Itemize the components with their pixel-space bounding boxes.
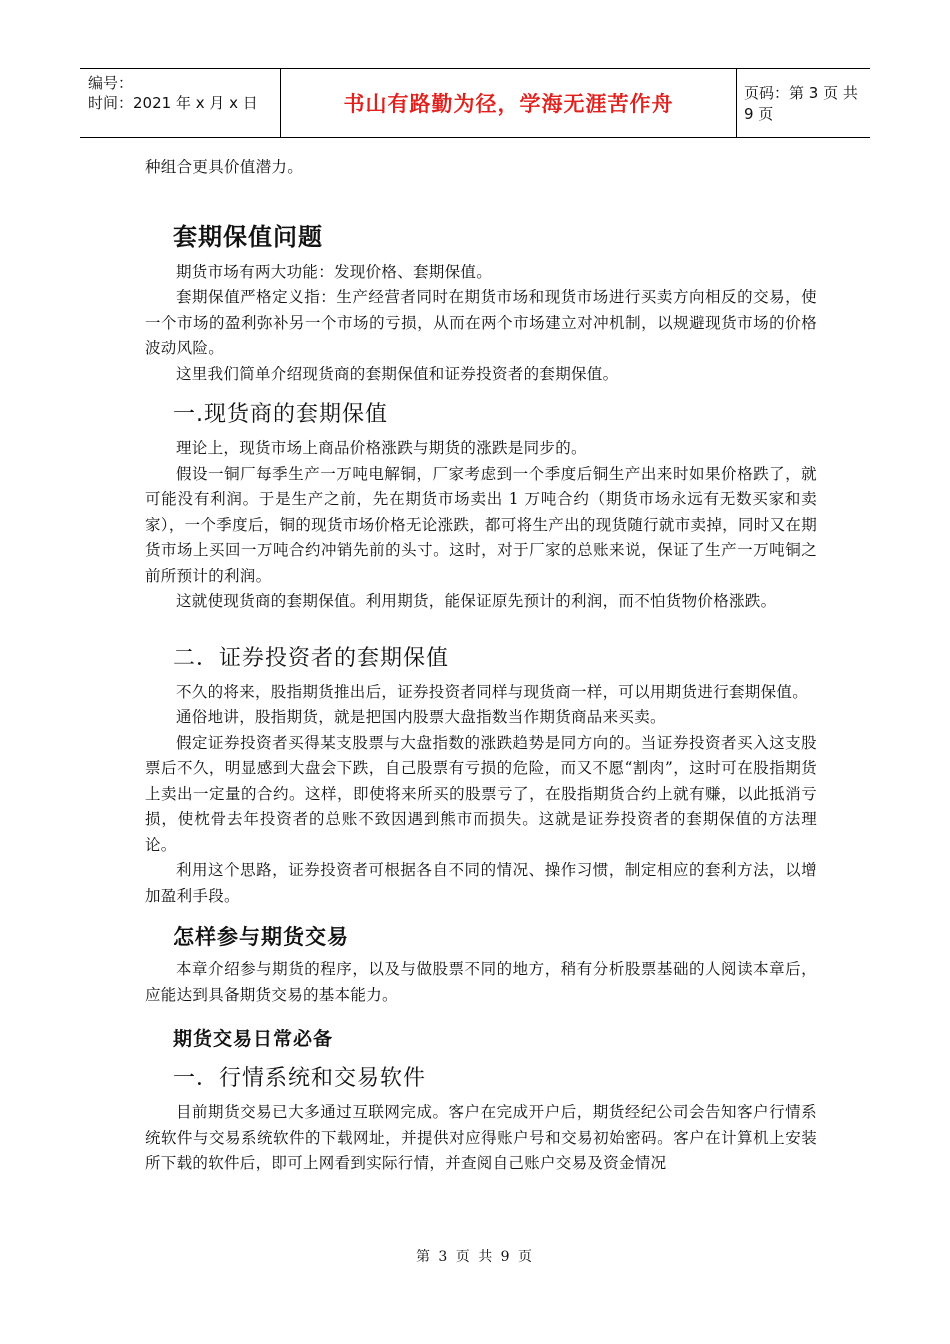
document-date: 时间：2021 年 x 月 x 日 <box>88 94 258 112</box>
header-page-number: 页码：第 3 页 共 9 页 <box>744 84 858 123</box>
section-heading-daily: 期货交易日常必备 <box>173 1028 334 1050</box>
header-info <box>88 73 258 113</box>
paragraph: 目前期货交易已大多通过互联网完成。客户在完成开户后，期货经纪公司会告知客户行情系统软件与交易系统软件的下载网址，并提供对应得账户号和交易初始密码。客户在计算机上安装所下载的软件后，即可上网看到实际行情，并查阅自己账户交易及资金情况 <box>145 1103 817 1172</box>
paragraph: 本章介绍参与期货的程序，以及与做股票不同的地方，稍有分析股票基础的人阅读本章后，应能达到具备期货交易的基本能力。 <box>145 960 817 1004</box>
paragraph: 理论上，现货市场上商品价格涨跌与期货的涨跌是同步的。 <box>176 439 587 457</box>
paragraph: 假定证券投资者买得某支股票与大盘指数的涨跌趋势是同方向的。当证券投资者买入这支股票后不久，明显感到大盘会下跌，自己股票有亏损的危险，而又不愿“割肉”，这时可在股指期货上卖出一定量的合约。这样，即使将来所买的股票亏了，在股指期货合约上就有赚，以此抵消亏损，使枕骨去年投资者的总账不致因遇到熊市而损失。这就是证券投资者的套期保值的方法理论。 <box>145 733 817 854</box>
paragraph: 不久的将来，股指期货推出后，证券投资者同样与现货商一样，可以用期货进行套期保值。 <box>176 682 809 701</box>
paragraph: 套期保值严格定义指：生产经营者同时在期货市场和现货市场进行买卖方向相反的交易，使一个市场的盈利弥补另一个市场的亏损，从而在两个市场建立对冲机制，以规避现货市场的价格波动风险。 <box>145 288 817 357</box>
paragraph: 这里我们简单介绍现货商的套期保值和证券投资者的套期保值。 <box>176 364 619 383</box>
page-footer: 第 3 页 共 9 页 <box>415 1249 535 1265</box>
paragraph: 利用这个思路，证券投资者可根据各自不同的情况、操作习惯，制定相应的套利方法，以增加盈利手段。 <box>145 861 817 905</box>
document-body <box>145 155 817 1177</box>
paragraph: 假设一铜厂每季生产一万吨电解铜，厂家考虑到一个季度后铜生产出来时如果价格跌了，就可能没有利润。于是生产之前，先在期货市场卖出 1 万吨合约（期货市场永远有无数买家和卖家），一个季度后，铜的现货市场价格无论涨跌，都可将生产出的现货随行就市卖掉，同时又在期货市场上买回一万吨合约冲销先前的头寸。这时，对于厂家的总账来说，保证了生产一万吨铜之前所预计的利润。 <box>145 464 817 585</box>
subsection-heading-securities: 二．证券投资者的套期保值 <box>173 645 450 671</box>
paragraph: 通俗地讲，股指期货，就是把国内股票大盘指数当作期货商品来买卖。 <box>176 708 666 726</box>
paragraph: 这就使现货商的套期保值。利用期货，能保证原先预计的利润，而不怕货物价格涨跌。 <box>176 592 777 610</box>
document-number-label: 编号： <box>88 74 134 92</box>
section-heading-participation: 怎样参与期货交易 <box>173 925 349 949</box>
section-heading-hedging: 套期保值问题 <box>173 222 323 251</box>
subsection-heading-software: 一．行情系统和交易软件 <box>173 1066 427 1091</box>
paragraph: 种组合更具价值潜力。 <box>145 158 304 176</box>
subsection-heading-spot: 一.现货商的套期保值 <box>173 402 388 427</box>
page-header <box>80 68 870 138</box>
header-motto: 书山有路勤为径，学海无涯苦作舟 <box>280 69 737 137</box>
paragraph: 期货市场有两大功能：发现价格、套期保值。 <box>176 262 493 281</box>
